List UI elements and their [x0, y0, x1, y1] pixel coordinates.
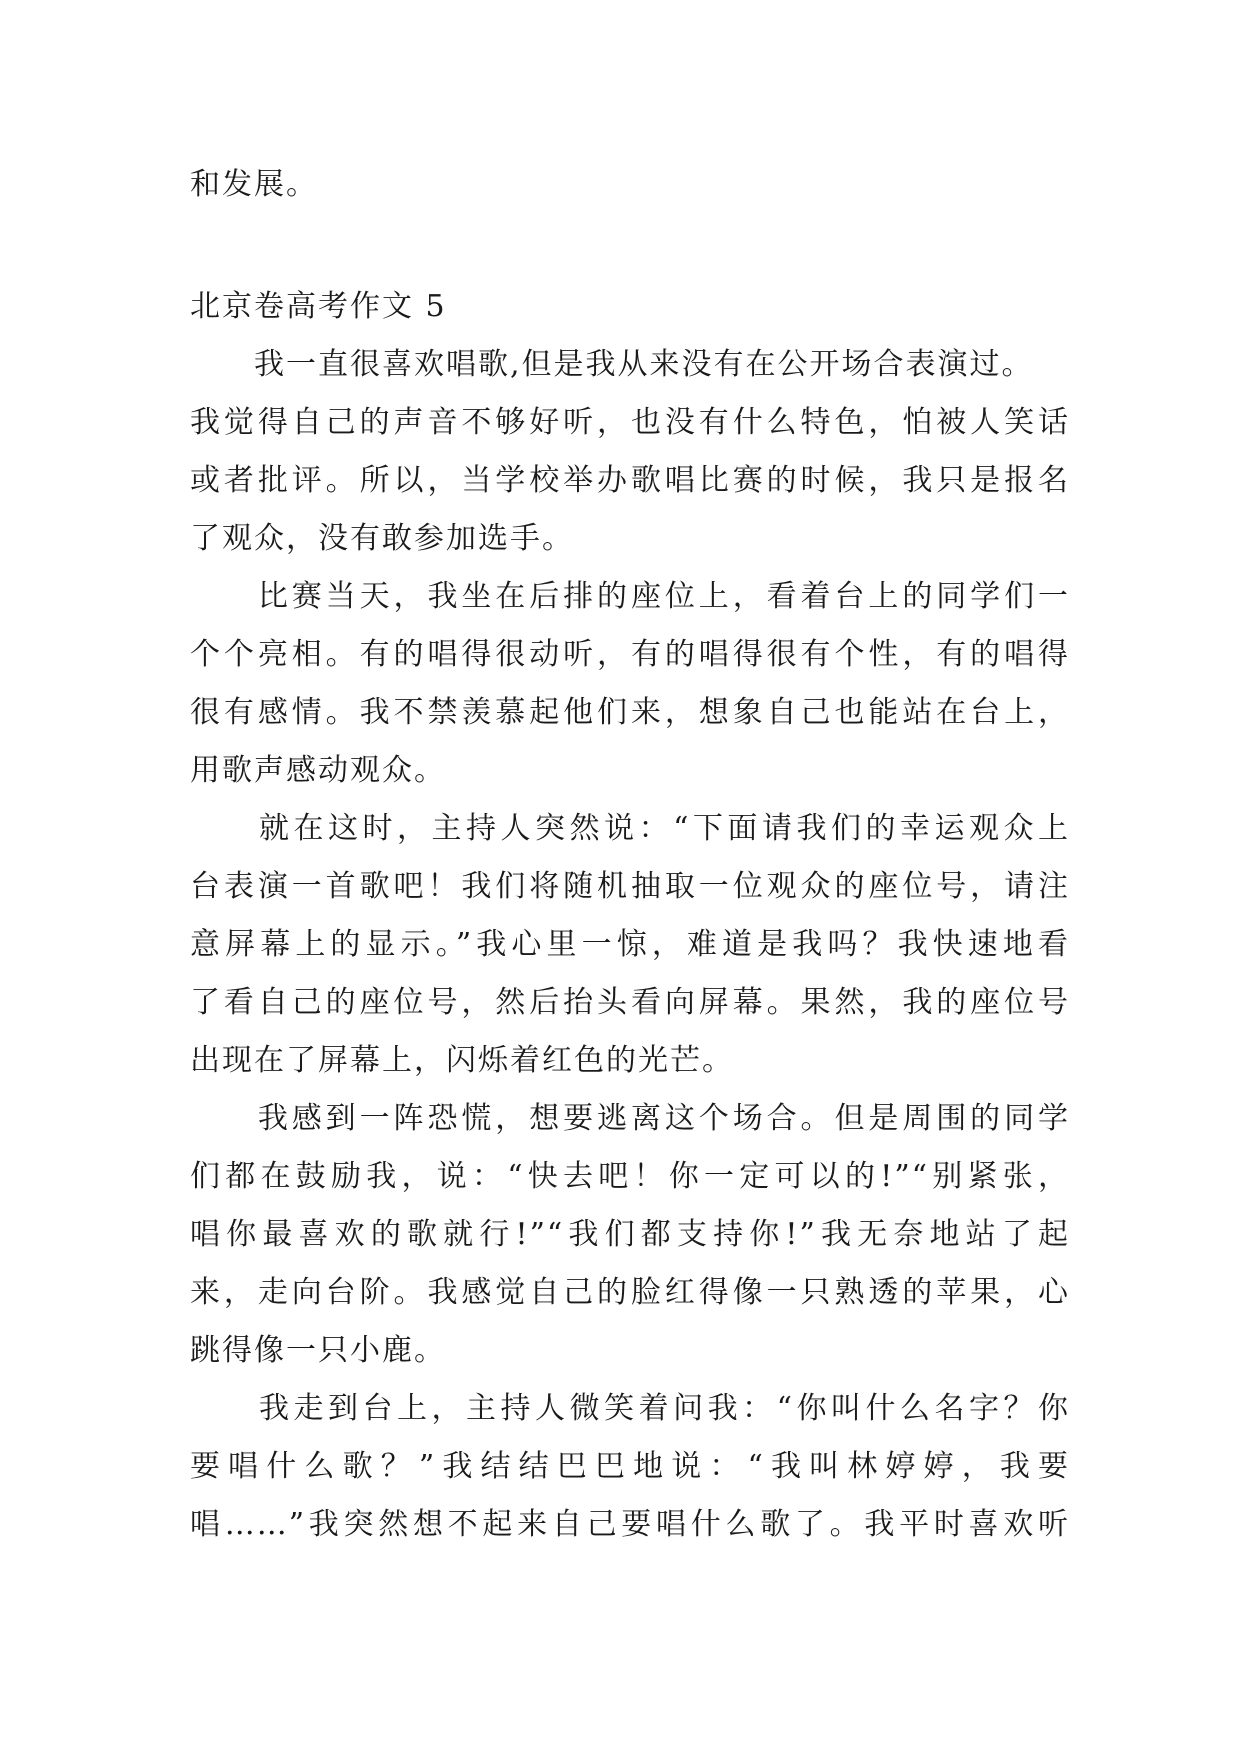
paragraph-line: 我走到台上，主持人微笑着问我：“你叫什么名字？你	[190, 1391, 1070, 1426]
paragraph-line: 我感到一阵恐慌，想要逃离这个场合。但是周围的同学	[190, 1101, 1070, 1136]
paragraph-line: 很有感情。我不禁羡慕起他们来，想象自己也能站在台上，	[190, 695, 1070, 730]
paragraph-line: 来，走向台阶。我感觉自己的脸红得像一只熟透的苹果，心	[190, 1275, 1070, 1310]
paragraph-line: 就在这时，主持人突然说：“下面请我们的幸运观众上	[190, 811, 1070, 846]
paragraph-line: 唱你最喜欢的歌就行!”“我们都支持你!”我无奈地站了起	[190, 1217, 1070, 1252]
paragraph-line: 意屏幕上的显示。”我心里一惊，难道是我吗？我快速地看	[190, 927, 1070, 962]
paragraph-line: 我觉得自己的声音不够好听，也没有什么特色，怕被人笑话	[190, 405, 1070, 440]
section-heading: 北京卷高考作文 5	[190, 289, 447, 324]
paragraph-line: 了看自己的座位号，然后抬头看向屏幕。果然，我的座位号	[190, 985, 1070, 1020]
paragraph-line: 跳得像一只小鹿。	[190, 1333, 446, 1368]
paragraph-line: 我一直很喜欢唱歌,但是我从来没有在公开场合表演过。	[190, 347, 1034, 382]
paragraph-line: 出现在了屏幕上，闪烁着红色的光芒。	[190, 1043, 734, 1078]
paragraph-line: 和发展。	[190, 167, 318, 202]
paragraph-line: 个个亮相。有的唱得很动听，有的唱得很有个性，有的唱得	[190, 637, 1070, 672]
paragraph-line: 用歌声感动观众。	[190, 753, 446, 788]
paragraph-line: 要唱什么歌？”我结结巴巴地说：“我叫林婷婷，我要	[190, 1449, 1070, 1484]
paragraph-line: 了观众，没有敢参加选手。	[190, 521, 574, 556]
paragraph-line: 比赛当天，我坐在后排的座位上，看着台上的同学们一	[190, 579, 1070, 614]
paragraph-line: 台表演一首歌吧！我们将随机抽取一位观众的座位号，请注	[190, 869, 1070, 904]
paragraph-line: 或者批评。所以，当学校举办歌唱比赛的时候，我只是报名	[190, 463, 1070, 498]
paragraph-line: 唱……”我突然想不起来自己要唱什么歌了。我平时喜欢听	[190, 1507, 1070, 1542]
paragraph-line: 们都在鼓励我，说：“快去吧！你一定可以的!”“别紧张，	[190, 1159, 1070, 1194]
